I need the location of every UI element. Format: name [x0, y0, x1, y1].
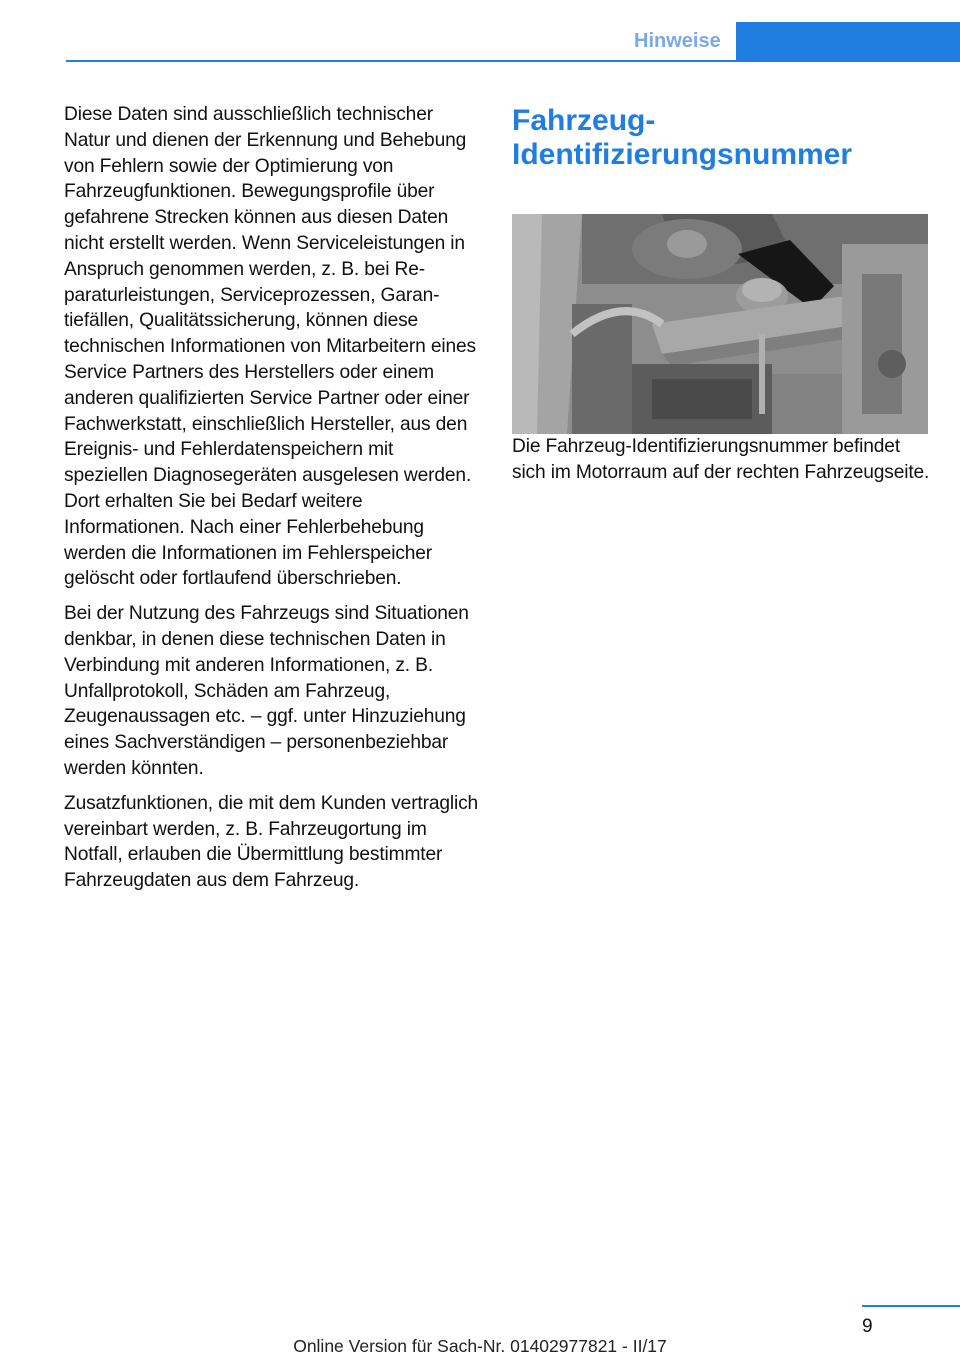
- paragraph-data-nature: Diese Daten sind ausschließlich technischer Natur und dienen der Erkennung und Behebung von Fehlern sowie der Optimierung von Fahrzeugfunktionen. Bewegungsprofile über gefahrene Strecken können aus diesen Daten nicht erstellt werden. Wenn Serviceleistungen in Anspruch genommen werden, z. B. bei Reparaturleistungen, Serviceprozessen, Garantiefällen, Qualitätssicherung, können diese technischen Informationen von Mitarbeitern eines Service Partners des Herstellers oder einem anderen qualifizierten Service Partner oder einer Fachwerkstatt, einschließlich Hersteller, aus den Ereignis- und Fehlerdatenspeichern mit speziellen Diagnosegeräten ausgelesen werden. Dort erhalten Sie bei Bedarf weitere Informationen. Nach einer Fehlerbehebung werden die Informationen im Fehlerspeicher gelöscht oder fortlaufend überschrieben.: [64, 104, 476, 590]
- page-number: 9: [862, 1316, 873, 1337]
- right-column: [512, 104, 932, 495]
- header-accent-block: [736, 22, 960, 62]
- vin-location-caption: Die Fahrzeug-Identifizierungsnummer befindet sich im Motorraum auf der rechten Fahrzeugseite.: [512, 436, 930, 483]
- engine-bay-photo: [512, 214, 928, 434]
- section-title-line-1: Fahrzeug-: [512, 104, 656, 137]
- left-column: [64, 102, 480, 903]
- footer-rule: [862, 1305, 960, 1307]
- section-title-line-2: Identifizierungsnummer: [512, 138, 853, 171]
- header-rule: [66, 60, 736, 62]
- header-section-title: Hinweise: [634, 30, 721, 52]
- paragraph-personal-reference: Bei der Nutzung des Fahrzeugs sind Situationen denkbar, in denen diese technischen Daten in Verbindung mit anderen Informationen, z. B. Unfallprotokoll, Schäden am Fahrzeug, Zeugenaussagen etc. – ggf. unter Hinzuziehung eines Sachverständigen – personenbeziehbar werden könnten.: [64, 603, 469, 779]
- online-version-footer: Online Version für Sach-Nr. 01402977821 - II/17: [293, 1336, 667, 1356]
- section-title-vin: [512, 104, 932, 172]
- paragraph-additional-functions: Zusatzfunktionen, die mit dem Kunden vertraglich vereinbart werden, z. B. Fahrzeugortung im Notfall, erlauben die Übermittlung bestimmter Fahrzeugdaten aus dem Fahrzeug.: [64, 792, 479, 892]
